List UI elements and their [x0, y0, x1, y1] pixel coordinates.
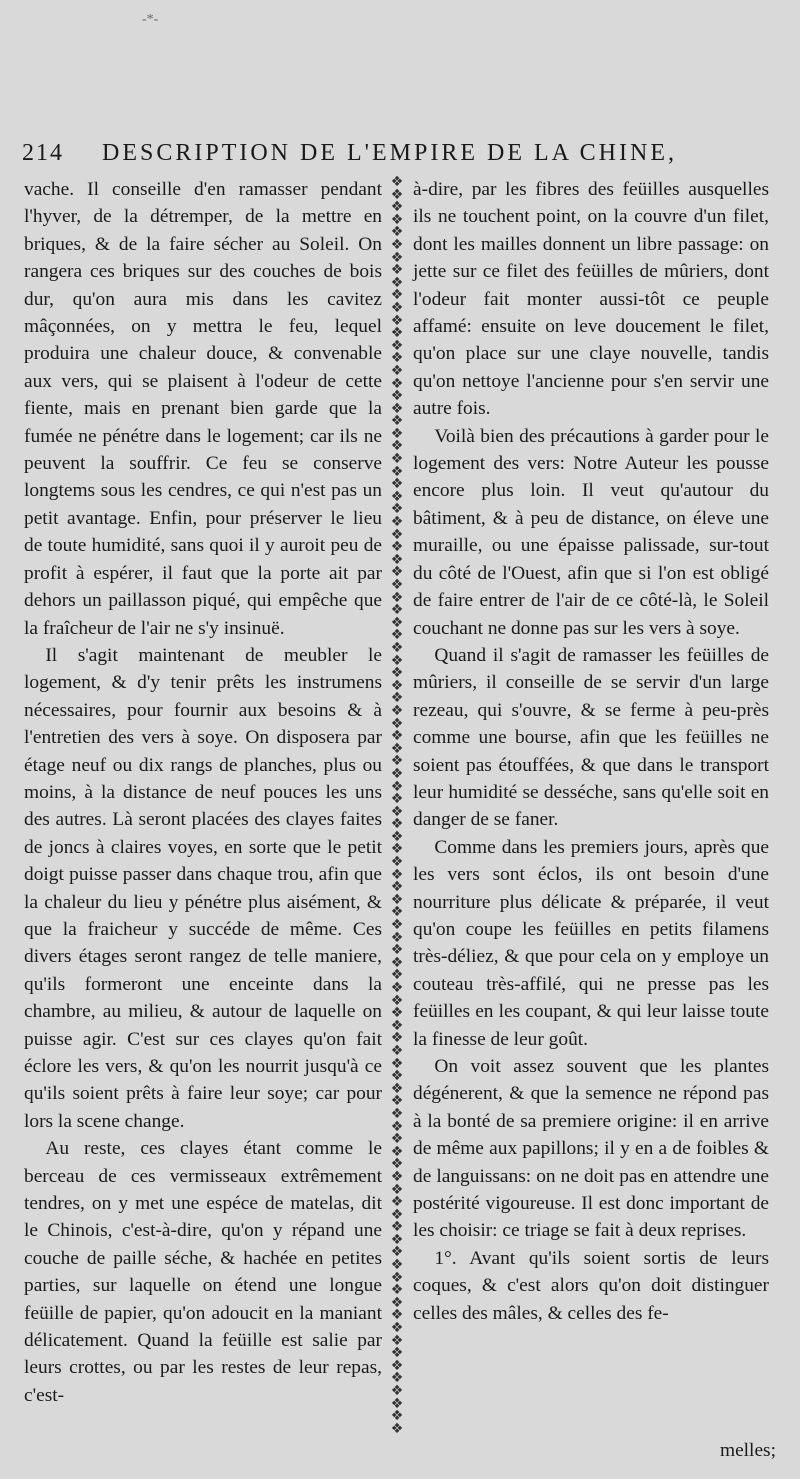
paragraph: vache. Il conseille d'en ramasser pendant l'hyver, de la détremper, de la mettre en briques, & de la faire sécher au Soleil. On rangera ces briques sur des couches de bois dur, qu'on aura mis dans les cavitez mâçonnées, on y mettra le feu, lequel produira une chaleur douce, & convenable aux vers, qui se plaisent à l'odeur de cette fiente, mais en prenant bien garde que la fumée ne pénétre dans le logement; car ils ne peuvent la souffrir. Ce feu se conserve longtems sous les cendres, ce qui n'est pas un petit avantage. Enfin, pour préserver le lieu de toute humidité, sans quoi il y auroit peu de profit à espérer, il faut que la porte ait par dehors un paillasson piqué, qui empêche que la fraîcheur de l'air ne s'y insinuë. [24, 179, 382, 639]
left-column [24, 176, 382, 1409]
right-column [413, 176, 769, 1327]
paragraph: Comme dans les premiers jours, après que les vers sont éclos, ils ont besoin d'une nourriture plus délicate & préparée, il veut qu'on coupe les feüilles en petits filamens très-déliez, & que pour cela on y employe un couteau très-affilé, qui ne presse pas les feüilles en les coupant, & qui leur laisse toute la finesse de leur goût. [413, 836, 769, 1050]
catchword: melles; [719, 1440, 776, 1461]
running-title: DESCRIPTION DE L'EMPIRE DE LA CHINE, [102, 140, 677, 166]
ornamental-column-divider: ❖ ❖ ❖ ❖ ❖ ❖ ❖ ❖ ❖ ❖ ❖ ❖ ❖ ❖ ❖ ❖ ❖ ❖ ❖ ❖ ❖ ❖ ❖ ❖ ❖ ❖ ❖ ❖ ❖ ❖ ❖ ❖ ❖ ❖ ❖ ❖ ❖ ❖ ❖ ❖ ❖ ❖ ❖ ❖ ❖ ❖ ❖ ❖ ❖ ❖ ❖ ❖ ❖ ❖ ❖ ❖ ❖ ❖ ❖ ❖ ❖ ❖ ❖ ❖ ❖ ❖ ❖ ❖ ❖ ❖ ❖ ❖ ❖ ❖ ❖ ❖ ❖ ❖ ❖ ❖ ❖ ❖ ❖ ❖ ❖ ❖ ❖ ❖ ❖ ❖ ❖ ❖ ❖ ❖ ❖ ❖ ❖ ❖ ❖ ❖ [390, 176, 404, 1437]
paragraph: Il s'agit maintenant de meubler le logement, & d'y tenir prêts les instrumens nécessaires, pour fournir aux besoins & à l'entretien des vers à soye. On disposera par étage neuf ou dix rangs de planches, plus ou moins, à la distance de neuf pouces les uns des autres. Là seront placées des clayes faites de joncs à claires voyes, en sorte que le petit doigt puisse passer dans chaque trou, afin que la chaleur du lieu y pénétre plus aisément, & que la fraicheur y succéde de même. Ces divers étages seront rangez de telle maniere, qu'ils formeront une enceinte dans la chambre, au milieu, & autour de laquelle on puisse agir. C'est sur ces clayes qu'on fait éclore les vers, & qu'on les nourrit jusqu'à ce qu'ils soient prêts à faire leur soye; car pour lors la scene change. [24, 644, 382, 1132]
paragraph: Quand il s'agit de ramasser les feüilles de mûriers, il conseille de se servir d'un large rezeau, qui s'ouvre, & se ferme à peu-près comme une bourse, afin que les feüilles ne soient pas étouffées, & que dans le transport leur humidité se desséche, sans qu'elle soit en danger de se faner. [413, 644, 769, 831]
paragraph: On voit assez souvent que les plantes dégénerent, & que la semence ne répond pas à la bonté de sa premiere origine: il en arrive de même aux papillons; il y en a de foibles & de languissans: on ne doit pas en attendre une postérité vigoureuse. Il est donc important de les choisir: ce triage se fait à deux reprises. [413, 1056, 769, 1242]
paragraph: à-dire, par les fibres des feüilles ausquelles ils ne touchent point, on la couvre d'un filet, dont les mailles donnent un libre passage: on jette sur ce filet des feüilles de mûriers, dont l'odeur fait monter aussi-tôt ce peuple affamé: ensuite on leve doucement le filet, qu'on place sur une claye nouvelle, tandis qu'on nettoye l'ancienne pour s'en servir une autre fois. [413, 179, 769, 420]
stray-mark: -*- [142, 12, 159, 27]
paragraph: Voilà bien des précautions à garder pour le logement des vers: Notre Auteur les pousse encore plus loin. Il veut qu'autour du bâtiment, & à peu de distance, on éleve une muraille, ou une épaisse palissade, sur-tout du côté de l'Ouest, afin que si l'on est obligé de faire entrer de l'air de ce côté-là, le Soleil couchant ne donne pas sur les vers à soye. [413, 425, 769, 639]
page-number: 214 [22, 140, 64, 166]
paragraph: Au reste, ces clayes étant comme le berceau de ces vermisseaux extrêmement tendres, on y met une espéce de matelas, dit le Chinois, c'est-à-dire, qu'on y répand une couche de paille séche, & hachée en petites parties, sur laquelle on étend une longue feüille de papier, qu'on adoucit en la maniant délicatement. Quand la feüille est salie par leurs crottes, ou par les restes de leur repas, c'est- [24, 1138, 382, 1406]
paragraph: 1°. Avant qu'ils soient sortis de leurs coques, & c'est alors qu'on doit distinguer celles des mâles, & celles des fe- [413, 1247, 769, 1324]
page-header [22, 140, 782, 180]
